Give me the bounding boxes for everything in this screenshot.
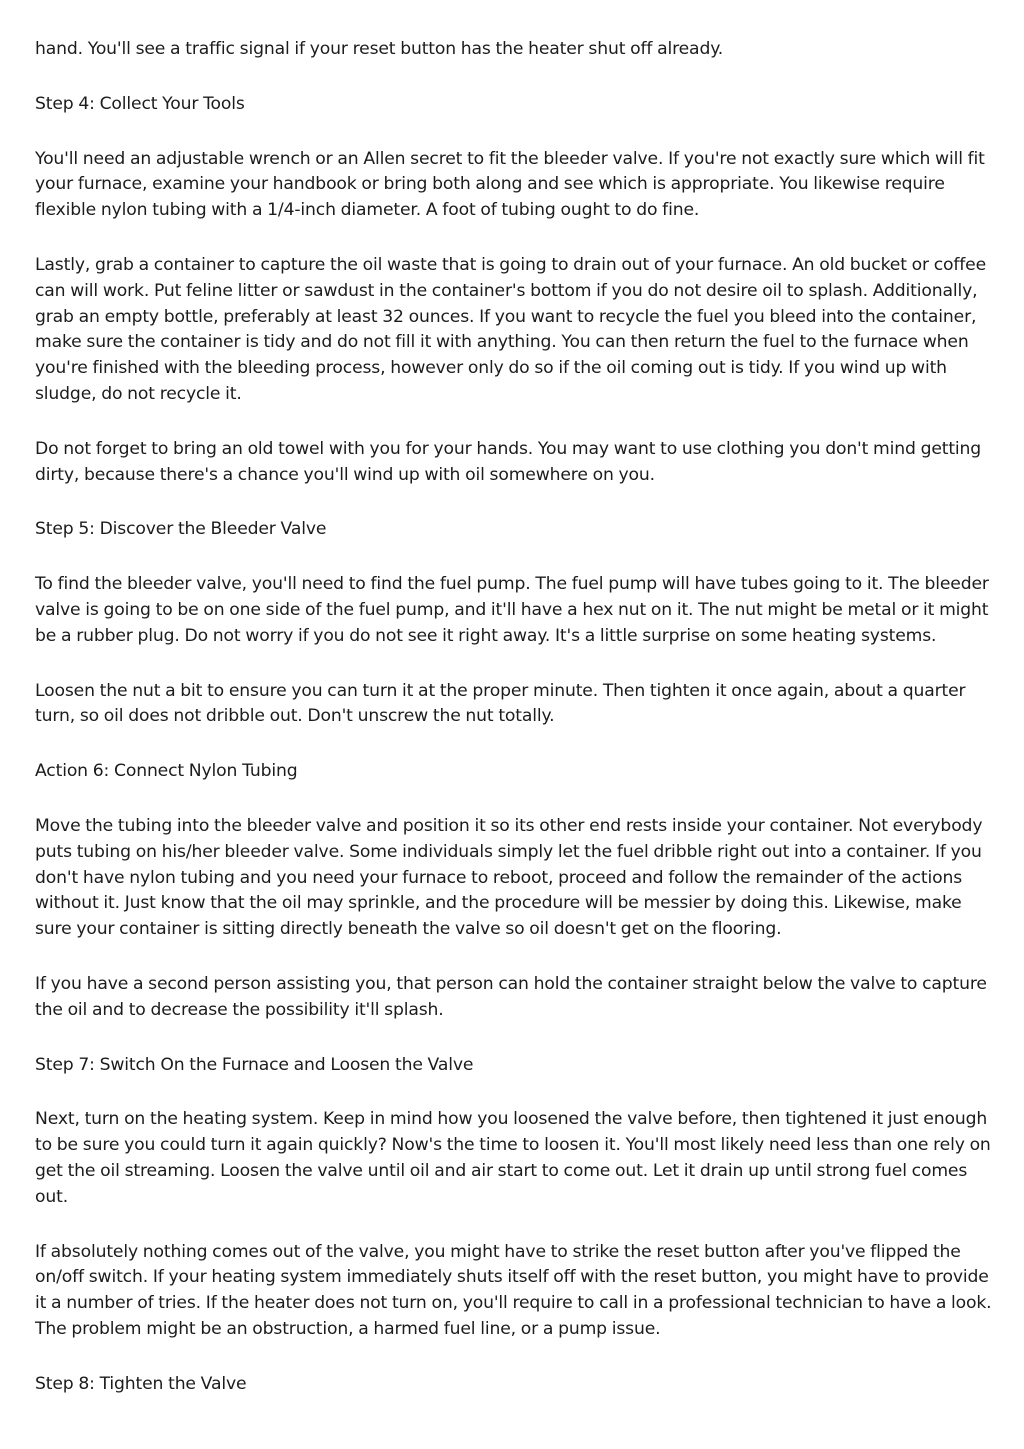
step-heading: Action 6: Connect Nylon Tubing [35,761,298,782]
step-heading: Step 8: Tighten the Valve [35,1373,247,1394]
step-heading: Step 4: Collect Your Tools [35,93,245,114]
step-heading: Step 7: Switch On the Furnace and Loosen the Valve [35,1054,474,1075]
paragraph: Lastly, grab a container to capture the oil waste that is going to drain out of your furnace. An old bucket or coffee can will work. Put feline litter or sawdust in the container's bottom if you do not desire oil to splash. Additionally, grab an empty bottle, preferably at least 32 ounces. If you want to recycle the fuel you bleed into the container, make sure the container is tidy and do not fill it with anything. You can then return the fuel to the furnace when you're finished with the bleeding process, however only do so if the oil coming out is tidy. If you wind up with sludge, do not recycle it. [35,254,987,404]
paragraph: To find the bleeder valve, you'll need to find the fuel pump. The fuel pump will have tubes going to it. The bleeder valve is going to be on one side of the fuel pump, and it'll have a hex nut on it. The nut might be metal or it might be a rubber plug. Do not worry if you do not see it right away. It's a little surprise on some heating systems. [35,574,989,646]
paragraph: hand. You'll see a traffic signal if your reset button has the heater shut off already. [35,39,724,59]
paragraph: Next, turn on the heating system. Keep in mind how you loosened the valve before, then tightened it just enough to be sure you could turn it again quickly? Now's the time to loosen it. You'll most likely need less than one rely on get the oil streaming. Loosen the valve until oil and air start to come out. Let it drain up until strong fuel comes out. [35,1109,991,1207]
step-heading: Step 5: Discover the Bleeder Valve [35,519,327,540]
paragraph: You'll need an adjustable wrench or an Allen secret to fit the bleeder valve. If you're not exactly sure which will fit your furnace, examine your handbook or bring both along and see which is appropriate. You likewise require flexible nylon tubing with a 1/4-inch diameter. A foot of tubing ought to do fine. [35,148,985,221]
paragraph: If you have a second person assisting you, that person can hold the container straight below the valve to capture the oil and to decrease the possibility it'll splash. [35,973,987,1020]
paragraph: Loosen the nut a bit to ensure you can turn it at the proper minute. Then tighten it once again, about a quarter turn, so oil does not dribble out. Don't unscrew the nut totally. [35,680,966,727]
paragraph: Move the tubing into the bleeder valve and position it so its other end rests inside your container. Not everybody puts tubing on his/her bleeder valve. Some individuals simply let the fuel dribble right out into a container. If you don't have nylon tubing and you need your furnace to reboot, proceed and follow the remainder of the actions without it. Just know that the oil may sprinkle, and the procedure will be messier by doing this. Likewise, make sure your container is sitting directly beneath the valve so oil doesn't get on the flooring. [35,815,983,940]
document-body [35,37,995,1426]
paragraph: If absolutely nothing comes out of the valve, you might have to strike the reset button after you've flipped the on/off switch. If your heating system immediately shuts itself off with the reset button, you might have to provide it a number of tries. If the heater does not turn on, you'll require to call in a professional technician to have a look. The problem might be an obstruction, a harmed fuel line, or a pump issue. [35,1241,992,1339]
paragraph: Do not forget to bring an old towel with you for your hands. You may want to use clothing you don't mind getting dirty, because there's a chance you'll wind up with oil somewhere on you. [35,438,982,485]
